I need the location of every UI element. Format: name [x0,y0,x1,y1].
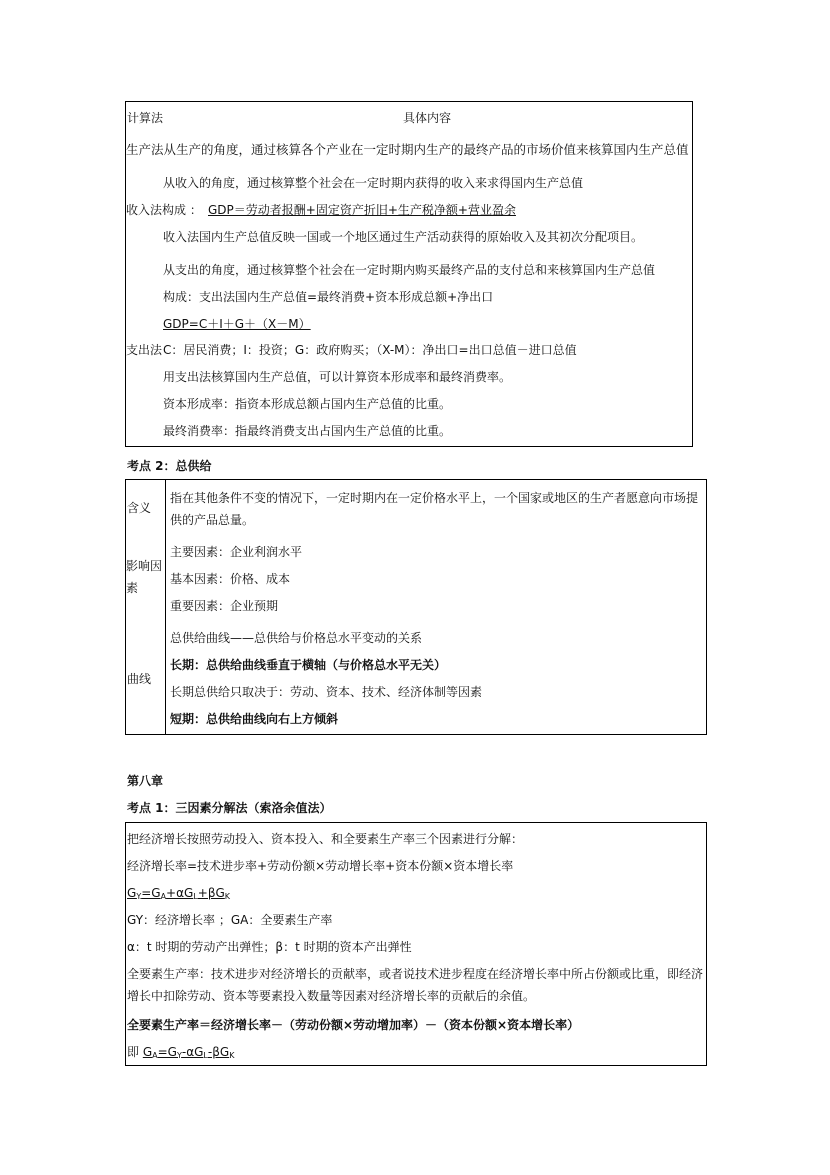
production-method-row: 生产法从生产的角度，通过核算各个产业在一定时期内生产的最终产品的市场价值来核算国内生产总值 [126,142,689,157]
tfp-formula: 即 $G_A=G_Y-\alpha G_L-\beta G_K$ [127,1045,235,1060]
section-heading-aggregate-supply: 考点 2：总供给 [127,459,212,473]
income-formula: GDP＝劳动者报酬+固定资产折旧+生产税净额+营业盈余 [208,203,516,217]
solow-line-4: GY：经济增长率 ；GA：全要素生产率 [127,913,333,927]
factor-main: 主要因素：企业利润水平 [170,545,303,559]
expenditure-line-4: C：居民消费；I：投资；G：政府购买；（X-M）：净出口=出口总值－进口总值 [163,343,577,357]
growth-formula: $G_Y=G_A+\alpha G_L+\beta G_K$ [127,886,231,901]
factor-important: 重要因素：企业预期 [170,599,279,613]
income-line-1: 从收入的角度，通过核算整个社会在一定时期内获得的收入来求得国内生产总值 [163,176,584,190]
curve-short-run: 短期：总供给曲线向右上方倾斜 [170,712,339,726]
solow-line-7: 全要素生产率＝经济增长率－（劳动份额×劳动增加率）－（资本份额×资本增长率） [127,1018,580,1032]
meaning-label: 含义 [127,501,152,515]
meaning-text: 指在其他条件不变的情况下，一定时期内在一定价格水平上，一个国家或地区的生产者愿意向市场提供的产品总量。 [170,491,699,527]
curve-long-run-factors: 长期总供给只取决于：劳动、资本、技术、经济体制等因素 [170,685,483,699]
column-divider [165,479,166,735]
solow-line-1: 把经济增长按照劳动投入、资本投入、和全要素生产率三个因素进行分解： [127,832,524,846]
factors-label: 影响因素 [126,559,163,595]
expenditure-line-5: 用支出法核算国内生产总值，可以计算资本形成率和最终消费率。 [163,370,512,384]
section-heading-solow: 考点 1：三因素分解法（索洛余值法） [127,801,332,815]
expenditure-line-1: 从支出的角度，通过核算整个社会在一定时期内购买最终产品的支付总和来核算国内生产总值 [163,263,656,277]
solow-line-6: 全要素生产率：技术进步对经济增长的贡献率，或者说技术进步程度在经济增长率中所占份额或比重，即经济增长中扣除劳动、资本等要素投入数量等因素对经济增长率的贡献后的余值。 [127,967,704,1003]
income-line-3: 收入法国内生产总值反映一国或一个地区通过生产活动获得的原始收入及其初次分配项目。 [163,230,644,244]
expenditure-line-7: 最终消费率：指最终消费支出占国内生产总值的比重。 [163,424,452,438]
solow-line-5: α：t 时期的劳动产出弹性；β：t 时期的资本产出弹性 [127,940,412,954]
factor-basic: 基本因素：价格、成本 [170,572,291,586]
header-method: 计算法 [127,111,164,125]
curve-long-run: 长期：总供给曲线垂直于横轴（与价格总水平无关） [170,658,447,672]
header-content: 具体内容 [403,111,452,125]
solow-line-2: 经济增长率=技术进步率+劳动份额×劳动增长率+资本份额×资本增长率 [127,859,514,873]
curve-definition: 总供给曲线——总供给与价格总水平变动的关系 [170,631,423,645]
curve-label: 曲线 [127,672,152,686]
expenditure-line-6: 资本形成率：指资本形成总额占国内生产总值的比重。 [163,397,452,411]
expenditure-line-2: 构成：支出法国内生产总值=最终消费+资本形成总额+净出口 [163,290,494,304]
chapter-title: 第八章 [127,774,164,788]
expenditure-formula: GDP=C＋I＋G＋（X－M） [163,317,311,331]
income-label: 收入法构成 ： [126,203,202,217]
expenditure-label: 支出法 [126,343,163,357]
